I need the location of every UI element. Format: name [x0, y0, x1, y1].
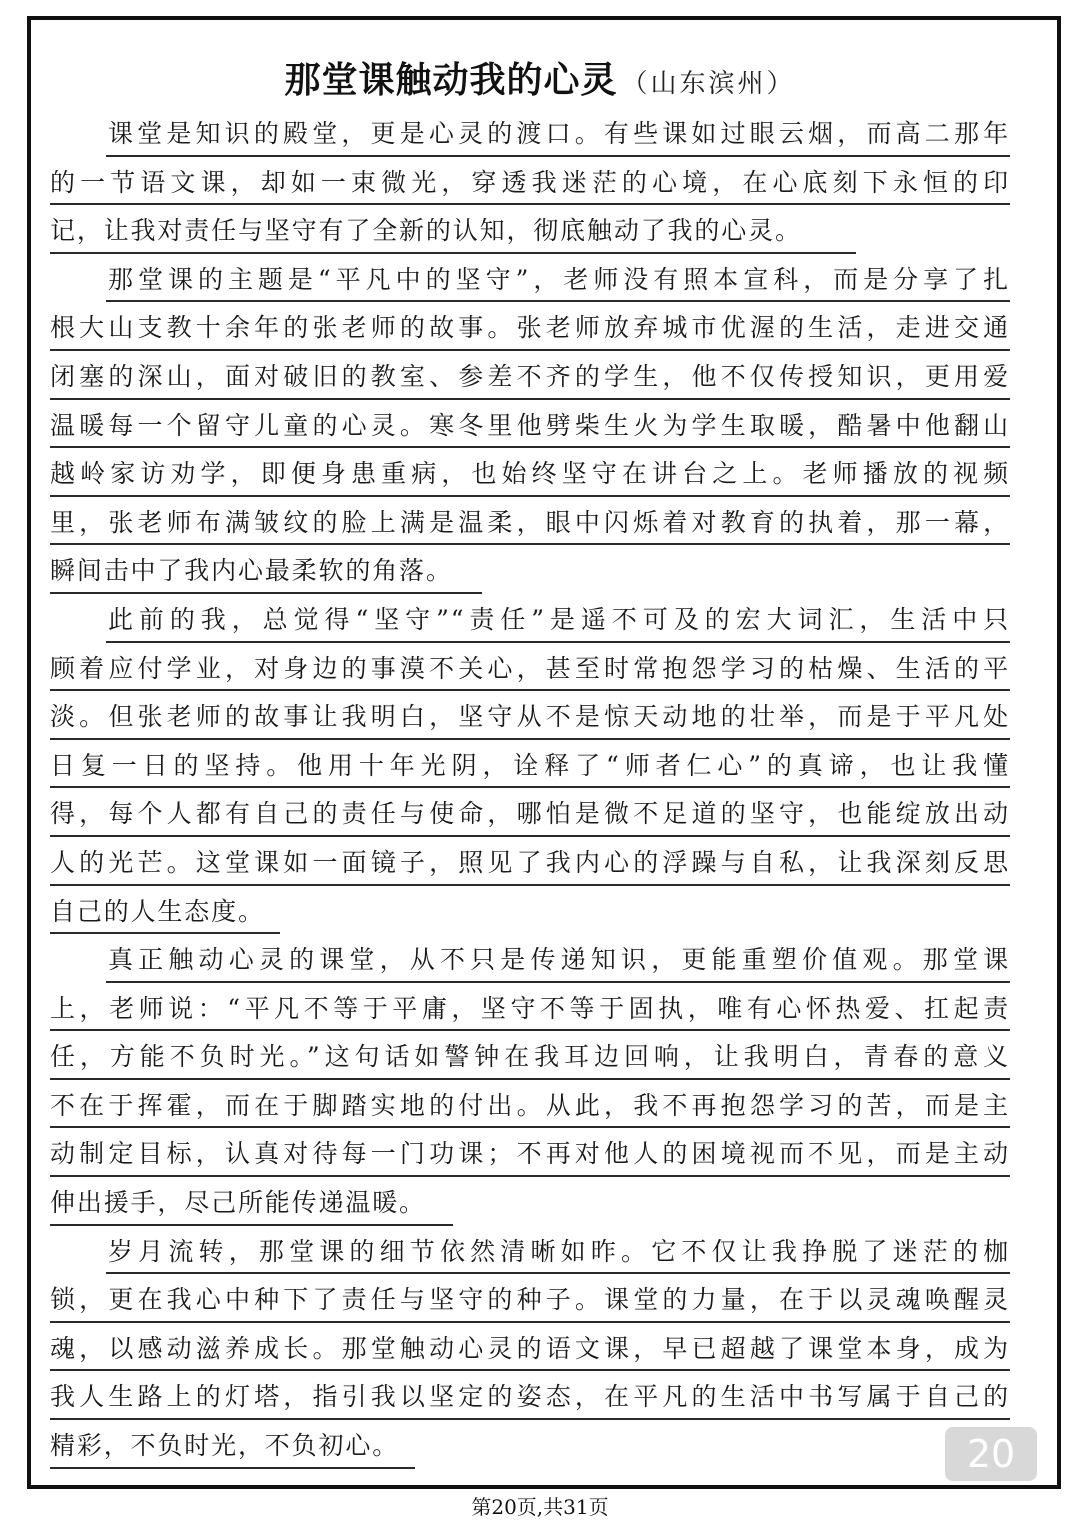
text-line: 自己的人生态度。 — [50, 890, 1010, 939]
text-line: 上，老师说：“平凡不等于平庸，坚守不等于固执，唯有心怀热爱、扛起责 — [50, 987, 1010, 1036]
page-footer: 第20页,共31页 — [471, 1495, 609, 1519]
text-line: 精彩，不负时光，不负初心。 — [50, 1424, 1010, 1473]
text-line: 伸出援手，尽己所能传递温暖。 — [50, 1181, 1010, 1230]
essay-title-location: （山东滨州） — [621, 69, 796, 99]
text-line: 岁月流转，那堂课的细节依然清晰如昨。它不仅让我挣脱了迷茫的枷 — [50, 1230, 1010, 1279]
essay-title — [0, 52, 1080, 112]
text-line: 温暖每一个留守儿童的心灵。寒冬里他劈柴生火为学生取暖，酷暑中他翻山 — [50, 404, 1010, 453]
text-line: 我人生路上的灯塔，指引我以坚定的姿态，在平凡的生活中书写属于自己的 — [50, 1375, 1010, 1424]
essay-title-main: 那堂课触动我的心灵 — [284, 60, 618, 101]
text-line: 记，让我对责任与坚守有了全新的认知，彻底触动了我的心灵。 — [50, 209, 1010, 258]
text-line: 顾着应付学业，对身边的事漠不关心，甚至时常抱怨学习的枯燥、生活的平 — [50, 647, 1010, 696]
text-line: 真正触动心灵的课堂，从不只是传递知识，更能重塑价值观。那堂课 — [50, 938, 1010, 987]
page-number-badge: 20 — [945, 1427, 1037, 1481]
text-line: 日复一日的坚持。他用十年光阴，诠释了“师者仁心”的真谛，也让我懂 — [50, 744, 1010, 793]
text-line: 不在于挥霍，而在于脚踏实地的付出。从此，我不再抱怨学习的苦，而是主 — [50, 1084, 1010, 1133]
text-line: 此前的我，总觉得“坚守”“责任”是遥不可及的宏大词汇，生活中只 — [50, 598, 1010, 647]
text-line: 淡。但张老师的故事让我明白，坚守从不是惊天动地的壮举，而是于平凡处 — [50, 695, 1010, 744]
text-line: 任，方能不负时光。”这句话如警钟在我耳边回响，让我明白，青春的意义 — [50, 1035, 1010, 1084]
text-line: 那堂课的主题是“平凡中的坚守”，老师没有照本宣科，而是分享了扎 — [50, 258, 1010, 307]
text-line: 魂，以感动滋养成长。那堂触动心灵的语文课，早已超越了课堂本身，成为 — [50, 1327, 1010, 1376]
essay-body — [50, 112, 1010, 1473]
text-line: 的一节语文课，却如一束微光，穿透我迷茫的心境，在心底刻下永恒的印 — [50, 161, 1010, 210]
text-line: 锁，更在我心中种下了责任与坚守的种子。课堂的力量，在于以灵魂唤醒灵 — [50, 1278, 1010, 1327]
text-line: 课堂是知识的殿堂，更是心灵的渡口。有些课如过眼云烟，而高二那年 — [50, 112, 1010, 161]
text-line: 得，每个人都有自己的责任与使命，哪怕是微不足道的坚守，也能绽放出动 — [50, 792, 1010, 841]
text-line: 里，张老师布满皱纹的脸上满是温柔，眼中闪烁着对教育的执着，那一幕， — [50, 501, 1010, 550]
text-line: 瞬间击中了我内心最柔软的角落。 — [50, 549, 1010, 598]
text-line: 越岭家访劝学，即便身患重病，也始终坚守在讲台之上。老师播放的视频 — [50, 452, 1010, 501]
text-line: 人的光芒。这堂课如一面镜子，照见了我内心的浮躁与自私，让我深刻反思 — [50, 841, 1010, 890]
text-line: 动制定目标，认真对待每一门功课；不再对他人的困境视而不见，而是主动 — [50, 1132, 1010, 1181]
text-line: 根大山支教十余年的张老师的故事。张老师放弃城市优渥的生活，走进交通 — [50, 306, 1010, 355]
text-line: 闭塞的深山，面对破旧的教室、参差不齐的学生，他不仅传授知识，更用爱 — [50, 355, 1010, 404]
